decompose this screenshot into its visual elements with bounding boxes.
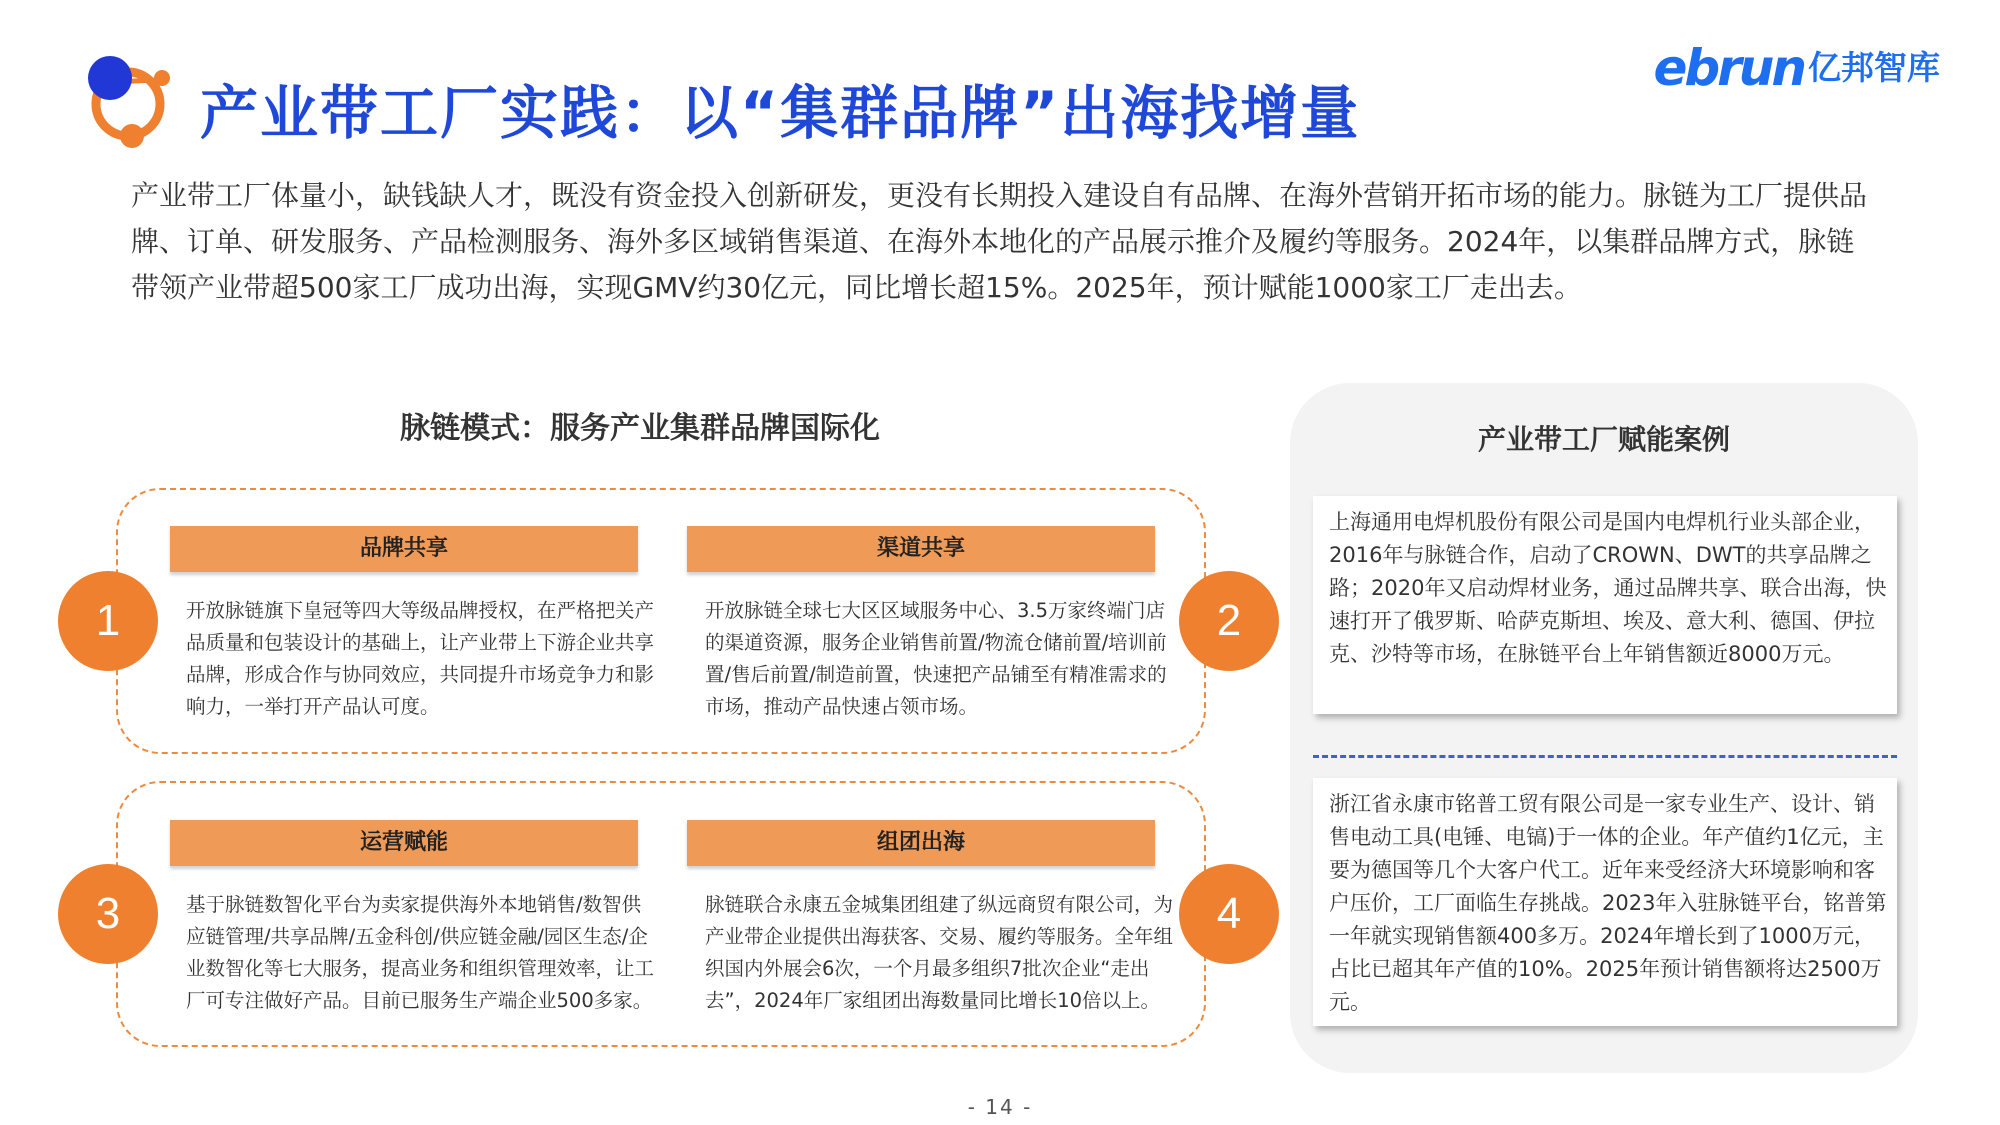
case-card-shanghai: 上海通用电焊机股份有限公司是国内电焊机行业头部企业，2016年与脉链合作，启动了CROWN、DWT的共享品牌之路；2020年又启动焊材业务，通过品牌共享、联合出海，快速打开了俄罗斯、哈萨克斯坦、埃及、意大利、德国、伊拉克、沙特等市场，在脉链平台上年销售额近8000万元。 — [1313, 496, 1897, 714]
step-number-3: 3 — [58, 864, 158, 964]
block-text-group-overseas: 脉链联合永康五金城集团组建了纵远商贸有限公司，为产业带企业提供出海获客、交易、履约等服务。全年组织国内外展会6次，一个月最多组织7批次企业“走出去”，2024年厂家组团出海数量同比增长10倍以上。 — [705, 893, 1174, 1012]
block-heading-brand-sharing: 品牌共享 — [170, 526, 638, 572]
brand-logo — [1653, 40, 1940, 96]
brand-logo-cn: 亿邦智库 — [1808, 48, 1940, 87]
step-number-4: 4 — [1179, 864, 1279, 964]
step-number-1: 1 — [58, 571, 158, 671]
brand-logo-en: ebrun — [1653, 39, 1804, 97]
intro-paragraph: 产业带工厂体量小，缺钱缺人才，既没有资金投入创新研发，更没有长期投入建设自有品牌、在海外营销开拓市场的能力。脉链为工厂提供品牌、订单、研发服务、产品检测服务、海外多区域销售渠道、在海外本地化的产品展示推介及履约等服务。2024年，以集群品牌方式，脉链带领产业带超500家工厂成功出海，实现GMV约30亿元，同比增长超15%。2025年，预计赋能1000家工厂走出去。 — [131, 179, 1868, 304]
cases-divider — [1313, 755, 1897, 758]
block-text-operation-enablement: 基于脉链数智化平台为卖家提供海外本地销售/数智供应链管理/共享品牌/五金科创/供应链金融/园区生态/企业数智化等七大服务，提高业务和组织管理效率，让工厂可专注做好产品。目前已服务生产端企业500多家。 — [186, 893, 655, 1012]
block-text-channel-sharing: 开放脉链全球七大区区域服务中心、3.5万家终端门店的渠道资源，服务企业销售前置/物流仓储前置/培训前置/售后前置/制造前置，快速把产品铺至有精准需求的市场，推动产品快速占领市场。 — [705, 599, 1167, 718]
page-number: - 14 - — [967, 1095, 1033, 1119]
page-title: 产业带工厂实践：以“集群品牌”出海找增量 — [200, 79, 1361, 147]
block-text-brand-sharing: 开放脉链旗下皇冠等四大等级品牌授权，在严格把关产品质量和包装设计的基础上，让产业带上下游企业共享品牌，形成合作与协同效应，共同提升市场竞争力和影响力，一举打开产品认可度。 — [186, 599, 655, 718]
model-section-title: 脉链模式：服务产业集群品牌国际化 — [400, 411, 880, 446]
block-heading-operation-enablement: 运营赋能 — [170, 820, 638, 866]
block-heading-channel-sharing: 渠道共享 — [687, 526, 1155, 572]
block-heading-group-overseas: 组团出海 — [687, 820, 1155, 866]
case-card-zhejiang: 浙江省永康市铭普工贸有限公司是一家专业生产、设计、销售电动工具(电锤、电镐)于一体的企业。年产值约1亿元，主要为德国等几个大客户代工。近年来受经济大环境影响和客户压价，工厂面临生存挑战。2023年入驻脉链平台，铭普第一年就实现销售额400多万。2024年增长到了1000万元，占比已超其年产值的10%。2025年预计销售额将达2500万元。 — [1313, 778, 1897, 1026]
step-number-2: 2 — [1179, 571, 1279, 671]
molecule-logo-icon — [80, 52, 180, 152]
cases-title: 产业带工厂赋能案例 — [1477, 423, 1730, 456]
